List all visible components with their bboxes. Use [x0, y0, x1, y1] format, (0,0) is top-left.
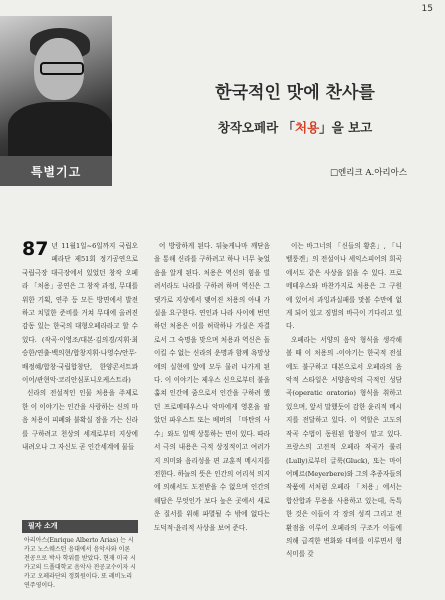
body-column-3	[286, 240, 402, 562]
subtitle-suffix: 」을 보고	[319, 120, 373, 135]
writer-bio: 아리아스(Enrique Alberto Arias) 는 시카고 노스웨스턴 음대에서 음악사와 이론 전공으로 박사 학위를 받았다. 현재 미국 시카고의 드폴대학교 음악사 전공교수이자 시카고 오페라단의 정회원이다. 또 레비노리 연주영이다.	[24, 537, 136, 589]
col1-lead: 년 11월1일~6일까지 국립오페라단 제51회 정기공연으로 국립극장 대극장에서 있었던 창작 오페라 「처용」공연은 그 창작 과정, 무대를 위한 기획, 연주 등 모든 방면에서 발전하고 치밀한 준비를 거쳐 무대에 올려진 감동 있는 한국의 대형오페라라고 할 수 있다. (작곡·이영조/대본·김의경/지휘·최승한/연출·백의현/합창지휘·나영수/안무·배정혜/합창·국립합창단, 한양콘서트콰이어/관현악·코리안심포니오케스트라)	[22, 242, 138, 385]
photo-glasses-shape	[40, 62, 84, 75]
subtitle-prefix: 창작오페라 「	[217, 120, 295, 135]
writer-heading: 필자 소개	[22, 520, 138, 533]
col2-paragraph: 어 방랑하게 된다. 뒤늦게나마 깨닫음을 통해 신라를 구하려고 하나 너무 늦었음을 알게 된다. 처용은 역신의 힘을 빌려서라도 나라를 구하려 하며 역신은 그 댓가로 지상에서 맺어진 처용의 아내 가실을 요구한다. 연인과 나라 사이에 번민하던 처용은 이를 허락하나 가실은 자결로서 그 숙명을 맞으며 처용과 역신은 돌이킬 수 없는 신라의 운명과 함께 욕망상에의 실현에 앞에 모두 물러 나가게 된다. 이 이야기는 제우스 신으로부터 불을 훔쳐 인간에 줌으로서 인간을 구하려 했던 프로메테우스나 악마에게 영혼을 팔았던 파우스트 또는 베버의 「마탄의 사수」와도 일맥 상통하는 면이 있다. 따라서 극의 내용은 극적 상징적이고 여러가지 의미와 음리성을 편 교훈적 메시지를 전한다. 하늘의 뜻은 인간의 어리석 의지에 의해서도 도전받을 수 없으며 인간의 해답은 무엇인가 보다 높은 곳에서 새로운 질서를 위해 파멸될 수 밖에 없다는 도덕적·윤리적 사상을 보여 준다.	[154, 242, 270, 532]
author-photo	[0, 16, 112, 156]
article-title: 한국적인 맛에 찬사를	[215, 83, 375, 103]
article-subtitle	[170, 118, 420, 136]
section-badge: 특별기고	[0, 156, 112, 186]
col1-paragraph-2: 신라의 전설적인 인물 처용을 주제로 한 이 이야기는 인간을 사랑하는 신의 마음 처용이 피폐와 불확실 잠을 가는 신라를 구하려고 천상의 세계로부터 지상에 내려오나 그 자신도 곧 인간세계에 물들	[22, 389, 138, 452]
body-column-2	[154, 240, 270, 535]
col3-paragraph-1: 이는 바그너의 「신들의 황혼」, 「니벨룽겐」의 전설이나 세익스피어의 희곡에서도 같은 사상을 읽을 수 있다. 프로메테우스와 바찬가지로 처용은 그 구원에 있어서 과잉과실패를 맛볼 수만에 없게 되어 있고 징벌의 바극이 기다리고 있다.	[286, 242, 402, 331]
photo-body-shape	[8, 102, 112, 156]
page-number: 15	[421, 4, 433, 14]
author-byline: □엔리크 A.아리아스	[330, 168, 408, 178]
dropcap: 87	[22, 238, 49, 260]
body-column-1	[22, 240, 138, 455]
col3-paragraph-2: 오페라는 서양의 음악 형식을 생각해 볼 때 이 처용의 -이야기는 한국적 전설에도 불구하고 대본으로서 오페라의 음악적 스타일은 서양음악의 극적인 성담곡(operatic oratorio) 형식을 취하고 있으며, 앞서 말했듯이 감한 윤리적 메시지를 전달하고 있다. 이 역할은 고도의 작곡 수법이 동원된 합창이 맡고 있다. 프랑스의 고전적 오페라 작곡가 룰리(Lully)로부터 글룩(Gluck), 또는 마이어베르(Meyerbere)와 그의 추종자들의 작품에 서처럼 오페라 「처용」에서는 합산합과 무용을 사용하고 있는데, 독특한 것은 이들이 각 장의 성격 그리고 전환점을 이루어 오페라의 구조가 이들에 의해 급격한 변화와 대비를 이루면서 형식미를 갖	[286, 335, 403, 559]
subtitle-highlight: 처용	[295, 120, 320, 135]
